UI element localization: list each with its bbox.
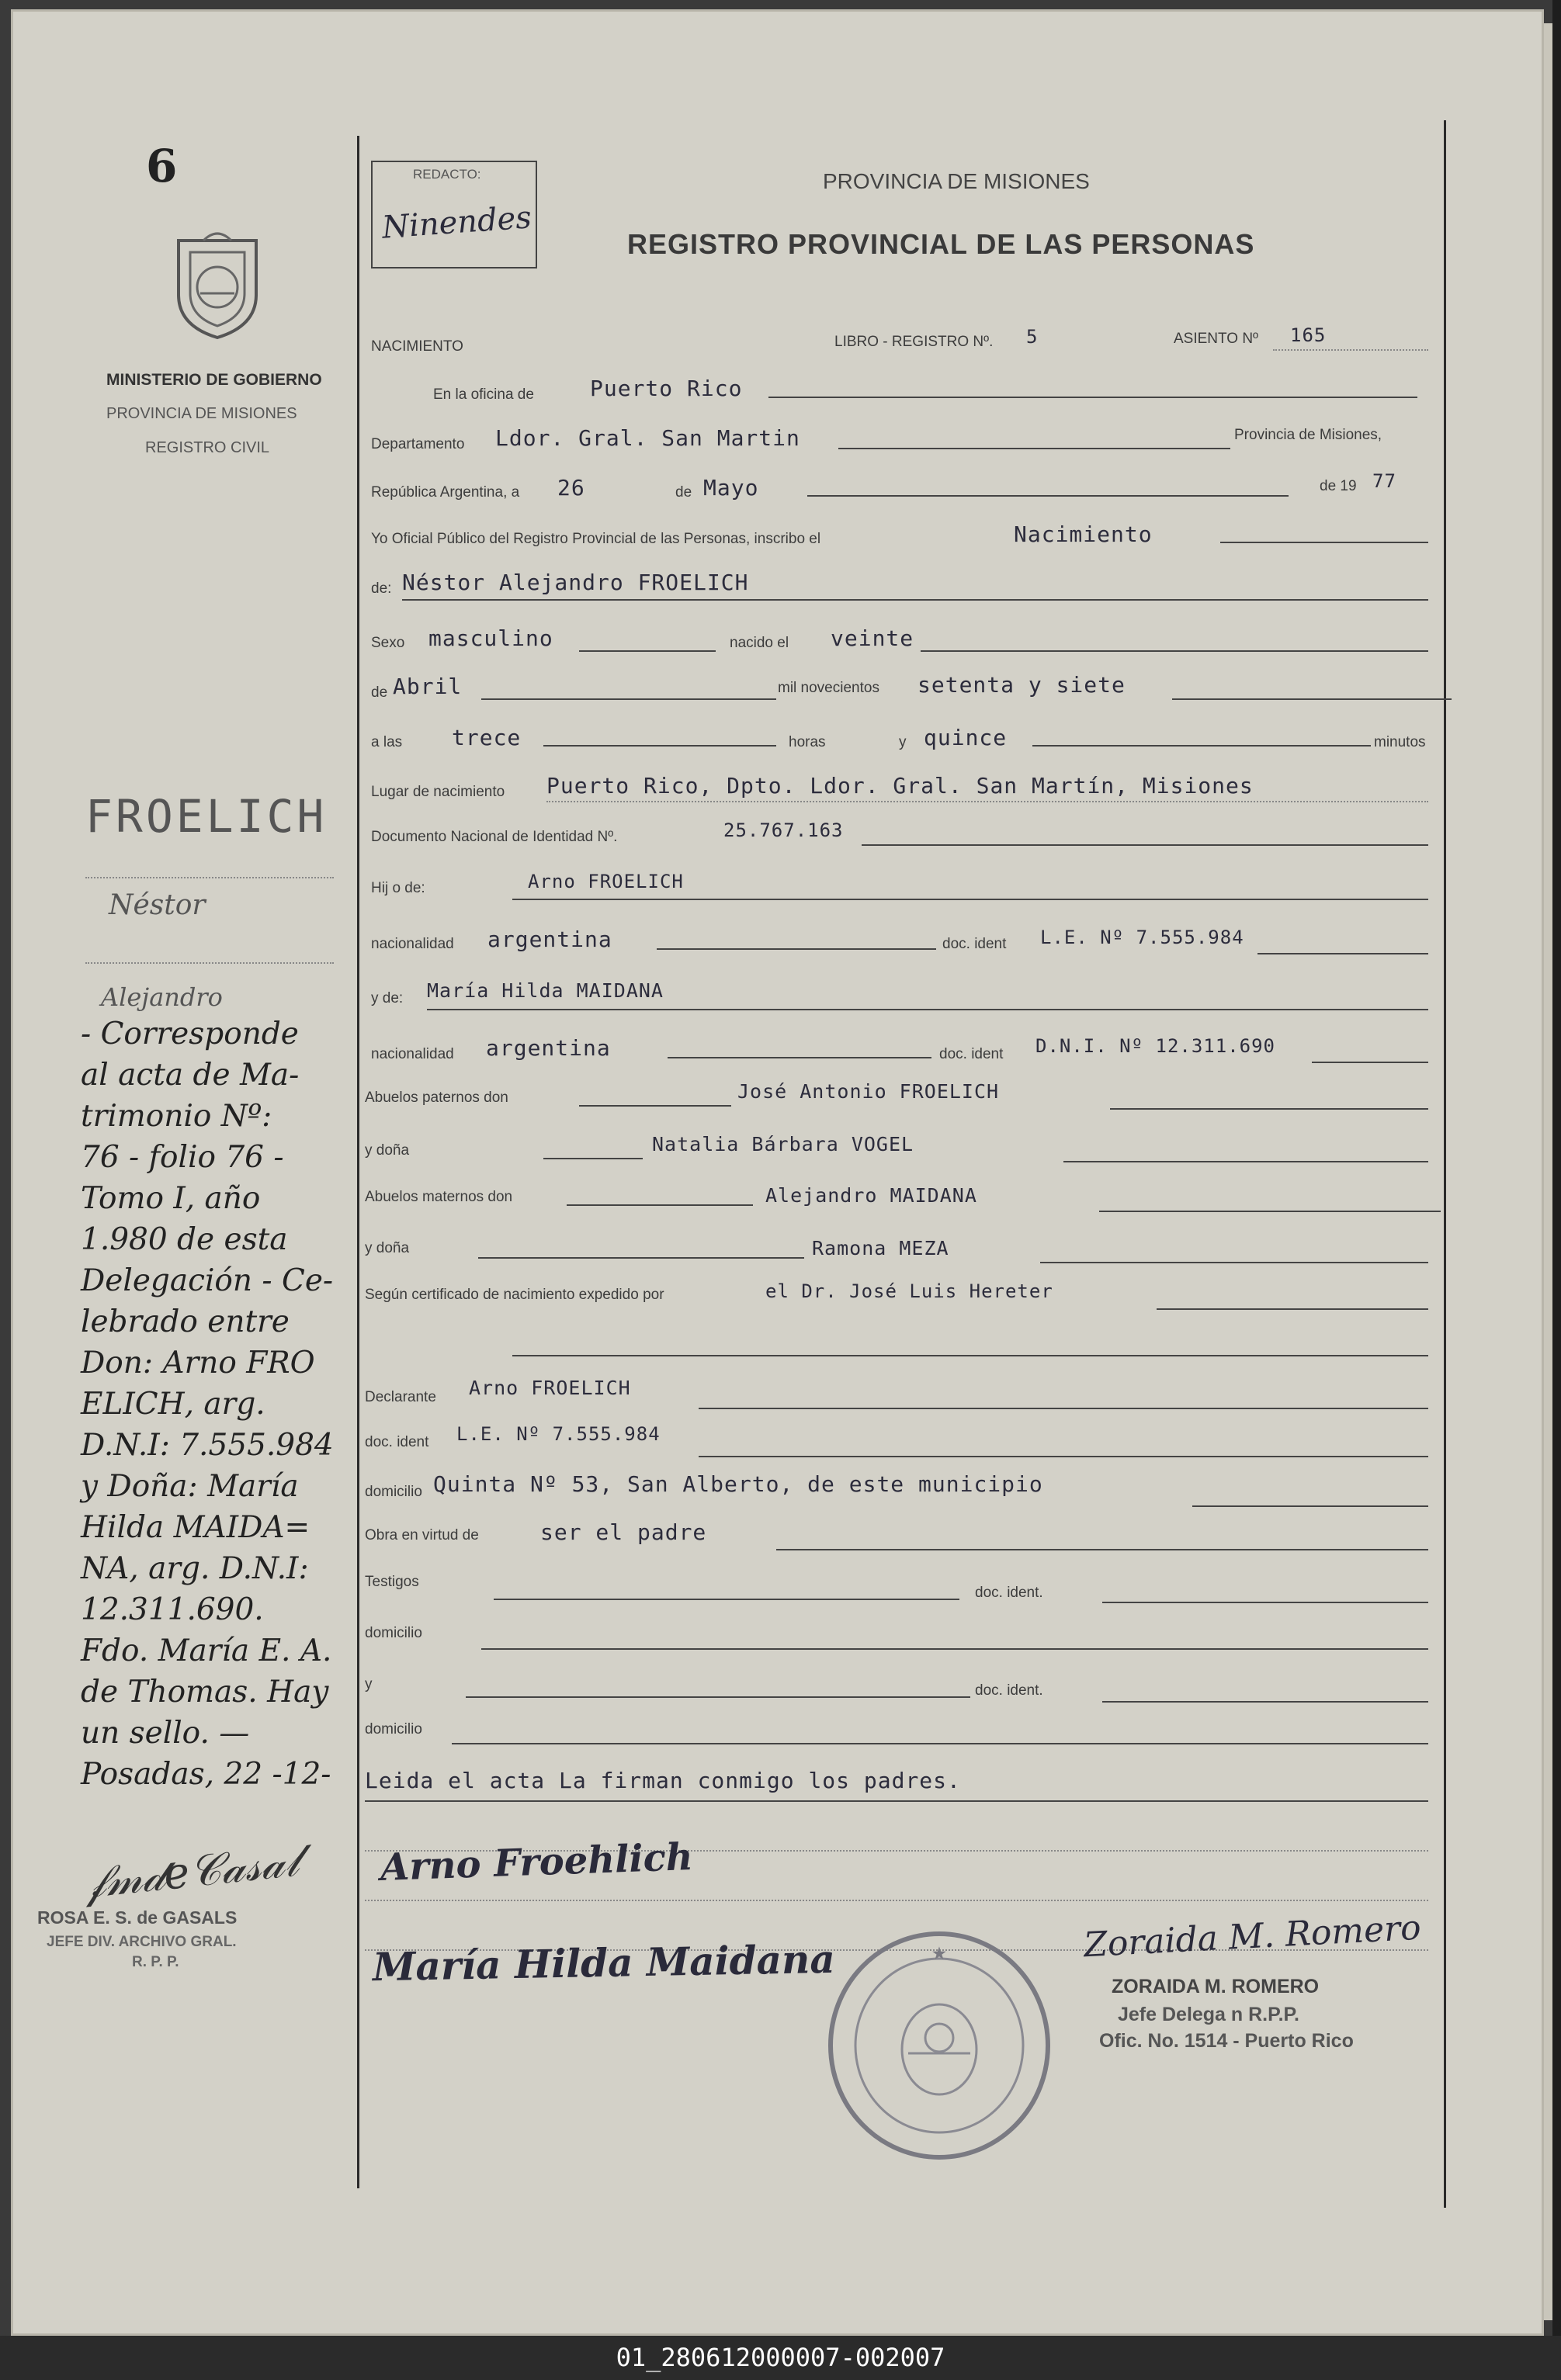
- note-line: un sello. —: [81, 1716, 250, 1751]
- dni-label: Documento Nacional de Identidad Nº.: [371, 829, 618, 845]
- abuelo-pat-rule: [1110, 1108, 1428, 1110]
- mes-value: Mayo: [703, 475, 759, 501]
- margin-rule-1: [85, 877, 334, 878]
- declarante-label: Declarante: [365, 1389, 436, 1405]
- abuelos-pat-label: Abuelos paternos don: [365, 1090, 508, 1106]
- abuelo-mat-value: Alejandro MAIDANA: [765, 1184, 977, 1207]
- official-seal-icon: [823, 1929, 1056, 2166]
- padre-doc-value: L.E. Nº 7.555.984: [1040, 927, 1244, 948]
- note-line: - Corresponde: [81, 1017, 299, 1051]
- lugar-value: Puerto Rico, Dpto. Ldor. Gral. San Martín, Misiones: [546, 773, 1254, 799]
- provincia-label: Provincia de Misiones,: [1234, 427, 1382, 443]
- sexo-value: masculino: [428, 625, 553, 651]
- margin-divider: [357, 136, 359, 2188]
- dia-value: 26: [557, 475, 585, 501]
- abuelo-mat-rule: [1099, 1211, 1441, 1212]
- testigos-label: Testigos: [365, 1574, 419, 1590]
- ministry-label: MINISTERIO DE GOBIERNO: [106, 371, 322, 389]
- note-line: de Thomas. Hay: [81, 1675, 329, 1710]
- page-number: 6: [146, 140, 178, 192]
- dni-rule: [862, 844, 1428, 846]
- minutos-value: quince: [924, 725, 1008, 750]
- redacto-label: REDACTO:: [413, 167, 481, 182]
- sexo-label: Sexo: [371, 635, 405, 651]
- madre-doc-rule: [1312, 1062, 1428, 1063]
- note-line: 12.311.690.: [81, 1592, 264, 1627]
- padre-rule: [512, 899, 1428, 900]
- testigo2-y-label: y: [365, 1676, 373, 1692]
- note-line: lebrado entre: [81, 1304, 290, 1339]
- official-signature: Zoraida M. Romero: [1082, 1907, 1422, 1966]
- record-type: NACIMIENTO: [371, 338, 463, 355]
- oficial-label: Yo Oficial Público del Registro Provincial de las Personas, inscribo el: [371, 531, 821, 547]
- header-province: PROVINCIA DE MISIONES: [823, 169, 1090, 193]
- seal-text: [815, 2157, 831, 2158]
- padre-nac-value: argentina: [487, 927, 612, 952]
- oficina-rule: [768, 397, 1417, 398]
- note-line: Tomo I, año: [81, 1181, 261, 1216]
- testigo2-doc-label: doc. ident.: [975, 1682, 1043, 1699]
- nacido-mes-rule: [481, 698, 776, 700]
- de-mes-label: de: [371, 684, 388, 701]
- sexo-rule: [579, 650, 716, 652]
- asiento-value: 165: [1290, 324, 1327, 346]
- madre-nac-label: nacionalidad: [371, 1046, 454, 1062]
- note-line: Hilda MAIDA=: [81, 1510, 310, 1545]
- padre-doc-rule: [1257, 953, 1428, 954]
- asiento-rule: [1273, 349, 1428, 351]
- abuela-pat-lead-rule: [543, 1158, 643, 1159]
- domicilio-rule: [1192, 1505, 1428, 1507]
- y-label: y: [899, 734, 907, 750]
- abuela-mat-dona-label: y doña: [365, 1240, 410, 1256]
- official-title: Jefe Delega n R.P.P.: [1118, 2004, 1299, 2025]
- minutos-rule: [1032, 745, 1371, 747]
- note-line: Don: Arno FRO: [81, 1346, 315, 1381]
- declarante-doc-value: L.E. Nº 7.555.984: [456, 1423, 661, 1445]
- abuela-mat-rule: [1040, 1262, 1428, 1263]
- testigo2-domicilio-label: domicilio: [365, 1721, 422, 1737]
- asiento-label: ASIENTO Nº: [1174, 331, 1258, 347]
- padre-value: Arno FROELICH: [528, 871, 684, 892]
- nacido-dia-rule: [921, 650, 1428, 652]
- abuela-mat-lead-rule: [478, 1257, 804, 1259]
- father-signature: Arno Froehlich: [380, 1834, 694, 1890]
- margin-signature: 𝒻𝓂𝒹𝑒𝒞𝒶𝓈𝒶𝓁: [83, 1835, 302, 1909]
- margin-name-2: Alejandro: [101, 982, 223, 1012]
- madre-doc-value: D.N.I. Nº 12.311.690: [1035, 1035, 1275, 1057]
- dni-value: 25.767.163: [723, 819, 844, 841]
- horas-label: horas: [789, 734, 826, 750]
- note-line: trimonio Nº:: [81, 1099, 272, 1134]
- hijo-label: Hij o de:: [371, 880, 425, 896]
- libro-value: 5: [1026, 326, 1039, 348]
- de-nombre-label: de:: [371, 580, 392, 597]
- margin-name-1: Néstor: [109, 889, 206, 921]
- nacido-dia-value: veinte: [831, 625, 914, 651]
- testigo1-domicilio-label: domicilio: [365, 1625, 422, 1641]
- madre-nac-value: argentina: [486, 1035, 611, 1061]
- horas-rule: [543, 745, 776, 747]
- declarante-value: Arno FROELICH: [469, 1377, 631, 1399]
- coat-of-arms-icon: [163, 225, 272, 345]
- madre-doc-label: doc. ident: [939, 1046, 1004, 1062]
- note-line: Fdo. María E. A.: [81, 1633, 332, 1668]
- departamento-value: Ldor. Gral. San Martin: [495, 425, 800, 451]
- official-office: Ofic. No. 1514 - Puerto Rico: [1099, 2030, 1354, 2052]
- note-line: ELICH, arg.: [81, 1387, 265, 1422]
- header-title: REGISTRO PROVINCIAL DE LAS PERSONAS: [627, 228, 1255, 260]
- departamento-rule: [838, 448, 1230, 449]
- madre-value: María Hilda MAIDANA: [427, 979, 664, 1002]
- blank-rule-2: [365, 1900, 1428, 1901]
- testigos-rule: [494, 1599, 959, 1600]
- declarante-rule: [699, 1408, 1428, 1409]
- padre-nac-rule: [657, 948, 936, 950]
- redacto-box: [371, 161, 537, 268]
- binder-edge: [1552, 0, 1561, 2380]
- right-border: [1444, 120, 1446, 2208]
- testigos-doc-label: doc. ident.: [975, 1585, 1043, 1601]
- oficina-value: Puerto Rico: [590, 376, 743, 401]
- testigos-doc-rule: [1102, 1602, 1428, 1603]
- svg-text:★: ★: [932, 1945, 946, 1963]
- abuela-pat-value: Natalia Bárbara VOGEL: [652, 1133, 914, 1155]
- certificado-label: Según certificado de nacimiento expedido por: [365, 1287, 664, 1303]
- testigo1-domicilio-rule: [481, 1648, 1428, 1650]
- anio-label: de 19: [1320, 478, 1357, 494]
- nombre-value: Néstor Alejandro FROELICH: [402, 570, 749, 595]
- official-name: ZORAIDA M. ROMERO: [1112, 1976, 1320, 1997]
- oficina-label: En la oficina de: [433, 386, 534, 403]
- nacido-label: nacido el: [730, 635, 789, 651]
- domicilio-value: Quinta Nº 53, San Alberto, de este municipio: [433, 1471, 1043, 1497]
- minutos-label: minutos: [1374, 734, 1426, 750]
- mil-label: mil novecientos: [778, 680, 879, 696]
- note-line: NA, arg. D.N.I:: [81, 1551, 309, 1586]
- leida-rule: [365, 1800, 1428, 1802]
- testigo2-doc-rule: [1102, 1701, 1428, 1703]
- nacido-mes-value: Abril: [393, 674, 463, 699]
- leida-text: Leida el acta La firman conmigo los padres.: [365, 1768, 961, 1793]
- obra-label: Obra en virtud de: [365, 1527, 479, 1543]
- marginal-note: [81, 1013, 334, 1795]
- registry-label: REGISTRO CIVIL: [145, 439, 270, 456]
- note-line: 1.980 de esta: [81, 1222, 288, 1257]
- republica-label: República Argentina, a: [371, 484, 520, 501]
- margin-stamp-org: R. P. P.: [132, 1954, 179, 1970]
- note-line: al acta de Ma-: [81, 1058, 300, 1093]
- horas-value: trece: [452, 725, 522, 750]
- abuela-pat-rule: [1063, 1161, 1428, 1162]
- nacido-anio-value: setenta y siete: [918, 672, 1126, 698]
- padre-nac-label: nacionalidad: [371, 936, 454, 952]
- note-line: Delegación - Ce-: [81, 1263, 334, 1298]
- libro-label: LIBRO - REGISTRO Nº.: [834, 334, 994, 350]
- abuelo-pat-lead-rule: [579, 1105, 731, 1107]
- nacido-anio-rule: [1172, 698, 1452, 700]
- lugar-label: Lugar de nacimiento: [371, 784, 505, 800]
- de-label: de: [675, 484, 692, 501]
- abuela-mat-value: Ramona MEZA: [812, 1237, 949, 1259]
- margin-rule-2: [85, 962, 334, 964]
- domicilio-label: domicilio: [365, 1484, 422, 1500]
- acto-value: Nacimiento: [1014, 521, 1153, 547]
- certificado-rule: [1157, 1308, 1428, 1310]
- abuelo-mat-lead-rule: [567, 1204, 753, 1206]
- nombre-rule: [402, 599, 1428, 601]
- testigo2-rule: [466, 1696, 970, 1698]
- obra-rule: [776, 1549, 1428, 1550]
- margin-stamp-title: JEFE DIV. ARCHIVO GRAL.: [47, 1934, 237, 1950]
- y-de-label: y de:: [371, 990, 404, 1006]
- madre-rule: [427, 1009, 1428, 1010]
- abuelos-mat-label: Abuelos maternos don: [365, 1189, 513, 1205]
- abuela-pat-dona-label: y doña: [365, 1142, 410, 1159]
- acto-rule: [1220, 542, 1428, 543]
- testigo2-domicilio-rule: [452, 1743, 1428, 1744]
- mes-rule: [807, 495, 1289, 497]
- note-line: D.N.I: 7.555.984: [81, 1428, 334, 1463]
- certificado-value: el Dr. José Luis Hereter: [765, 1280, 1053, 1302]
- anio-value: 77: [1372, 470, 1396, 492]
- margin-stamp-name: ROSA E. S. de GASALS: [37, 1907, 238, 1928]
- note-line: y Doña: María: [81, 1469, 299, 1504]
- mother-signature: María Hilda Maidana: [372, 1935, 836, 1990]
- a-las-label: a las: [371, 734, 403, 750]
- margin-surname: FROELICH: [85, 790, 328, 843]
- departamento-label: Departamento: [371, 436, 465, 452]
- padre-doc-label: doc. ident: [942, 936, 1007, 952]
- lugar-rule: [546, 801, 1428, 802]
- certificado-rule-2: [512, 1355, 1428, 1356]
- madre-nac-rule: [668, 1057, 931, 1058]
- note-line: Posadas, 22 -12-: [81, 1757, 331, 1792]
- redacto-signature: Ninendes: [380, 199, 533, 246]
- abuelo-pat-value: José Antonio FROELICH: [737, 1080, 1000, 1103]
- declarante-doc-label: doc. ident: [365, 1434, 429, 1450]
- declarante-doc-rule: [699, 1456, 1428, 1457]
- note-line: 76 - folio 76 -: [81, 1140, 284, 1175]
- obra-value: ser el padre: [540, 1519, 707, 1545]
- province-label: PROVINCIA DE MISIONES: [106, 405, 297, 422]
- image-id-footer: 01_280612000007-002007: [0, 2336, 1561, 2380]
